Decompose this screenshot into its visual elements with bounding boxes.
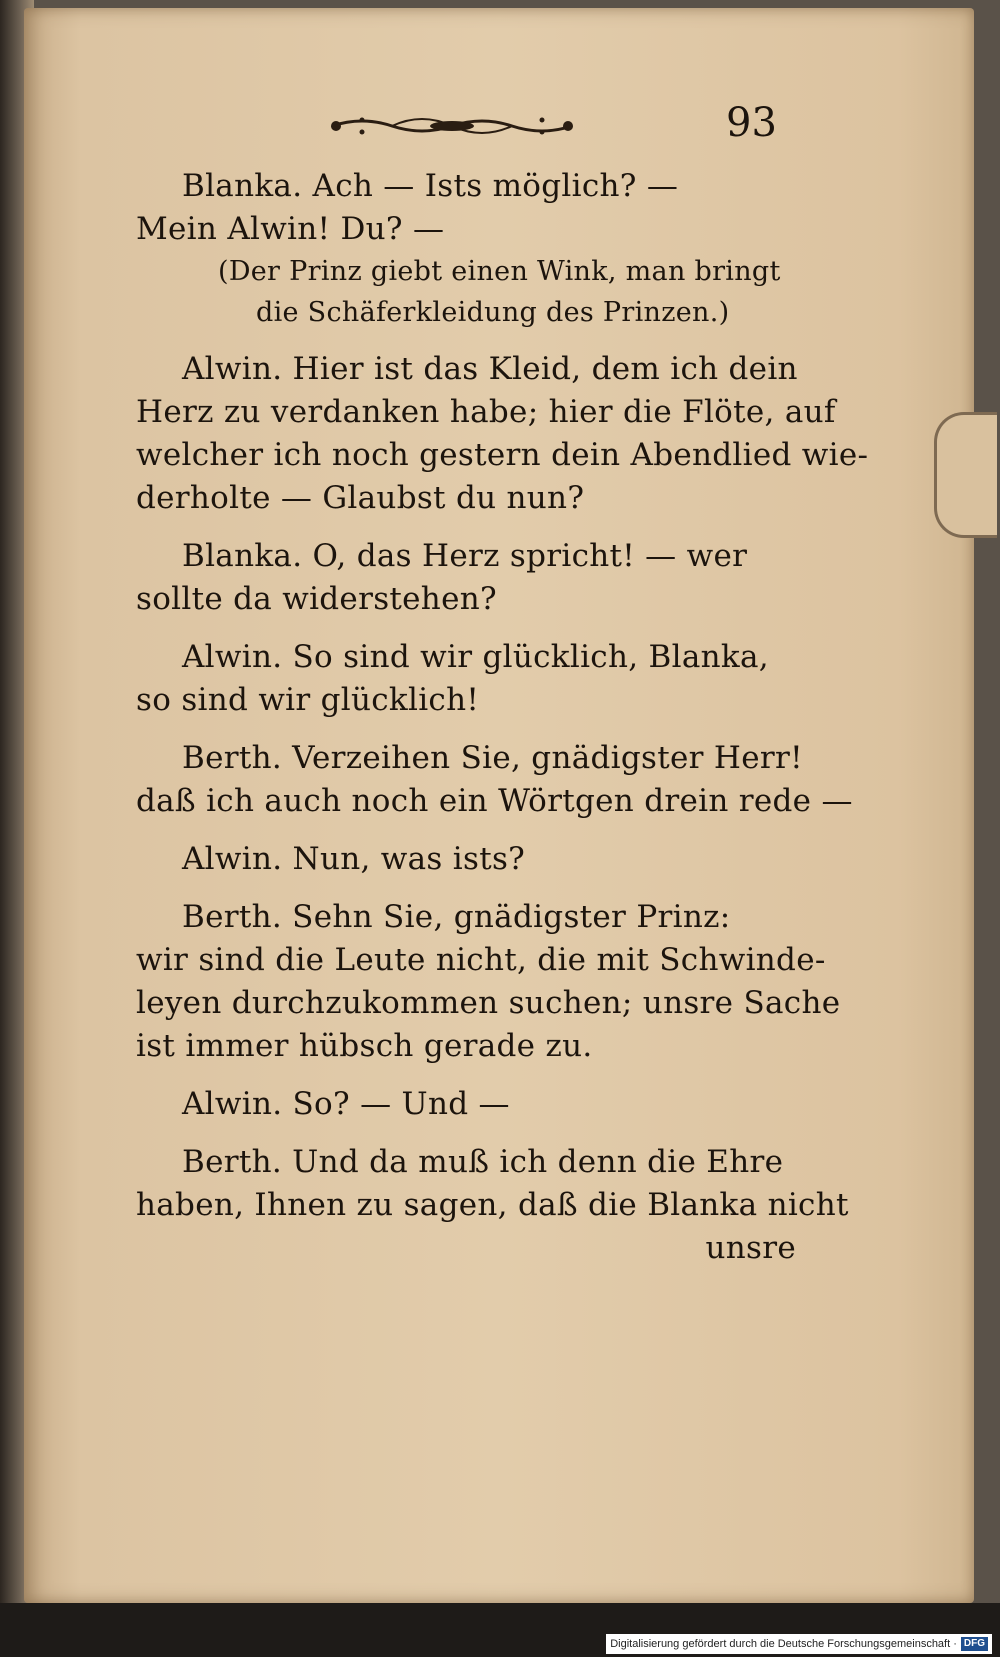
text-line: so sind wir glücklich! xyxy=(136,682,480,718)
decorative-ornament-icon xyxy=(322,108,582,144)
speech-blanka-1 xyxy=(136,165,796,333)
text-line: Alwin. So sind wir glücklich, Blanka, xyxy=(182,639,769,675)
page-number: 93 xyxy=(726,100,777,146)
speech-berth-1 xyxy=(136,737,853,823)
text-line: daß ich auch noch ein Wörtgen drein rede — xyxy=(136,783,853,819)
catchword: unsre xyxy=(705,1230,796,1266)
speech-alwin-4 xyxy=(136,1083,796,1126)
speech-berth-2 xyxy=(136,896,841,1068)
speech-alwin-3 xyxy=(136,838,796,881)
text-line: wir sind die Leute nicht, die mit Schwinde- xyxy=(136,942,826,978)
text-line: Mein Alwin! Du? — xyxy=(136,211,445,247)
text-line: Berth. Verzeihen Sie, gnädigster Herr! xyxy=(182,740,803,776)
credit-text: Digitalisierung gefördert durch die Deutsche Forschungsgemeinschaft · xyxy=(610,1638,957,1650)
text-line: Alwin. Nun, was ists? xyxy=(182,841,526,877)
page-tab-marker xyxy=(934,412,997,538)
speech-alwin-2 xyxy=(136,636,796,722)
text-line: Blanka. O, das Herz spricht! — wer xyxy=(182,538,748,574)
text-line: Alwin. Hier ist das Kleid, dem ich dein xyxy=(182,351,798,387)
dfg-logo-icon: DFG xyxy=(961,1637,988,1651)
text-line: sollte da widerstehen? xyxy=(136,581,497,617)
speech-blanka-2 xyxy=(136,535,796,621)
speech-alwin-1 xyxy=(136,348,869,520)
stage-direction-line: (Der Prinz giebt einen Wink, man bringt xyxy=(218,256,781,287)
text-line: derholte — Glaubst du nun? xyxy=(136,480,585,516)
text-line: Herz zu verdanken habe; hier die Flöte, auf xyxy=(136,394,836,430)
text-line: Berth. Sehn Sie, gnädigster Prinz: xyxy=(182,899,731,935)
digitization-credit xyxy=(606,1634,992,1654)
stage-direction-line: die Schäferkleidung des Prinzen.) xyxy=(256,297,730,328)
text-line: Alwin. So? — Und — xyxy=(182,1086,510,1122)
text-line: ist immer hübsch gerade zu. xyxy=(136,1028,593,1064)
text-line: haben, Ihnen zu sagen, daß die Blanka nicht xyxy=(136,1187,849,1223)
text-line: welcher ich noch gestern dein Abendlied wie- xyxy=(136,437,869,473)
text-line: Berth. Und da muß ich denn die Ehre xyxy=(182,1144,784,1180)
text-line: leyen durchzukommen suchen; unsre Sache xyxy=(136,985,841,1021)
page-text-body xyxy=(136,165,869,1285)
speech-berth-3 xyxy=(136,1141,849,1270)
text-line: Blanka. Ach — Ists möglich? — xyxy=(182,168,679,204)
